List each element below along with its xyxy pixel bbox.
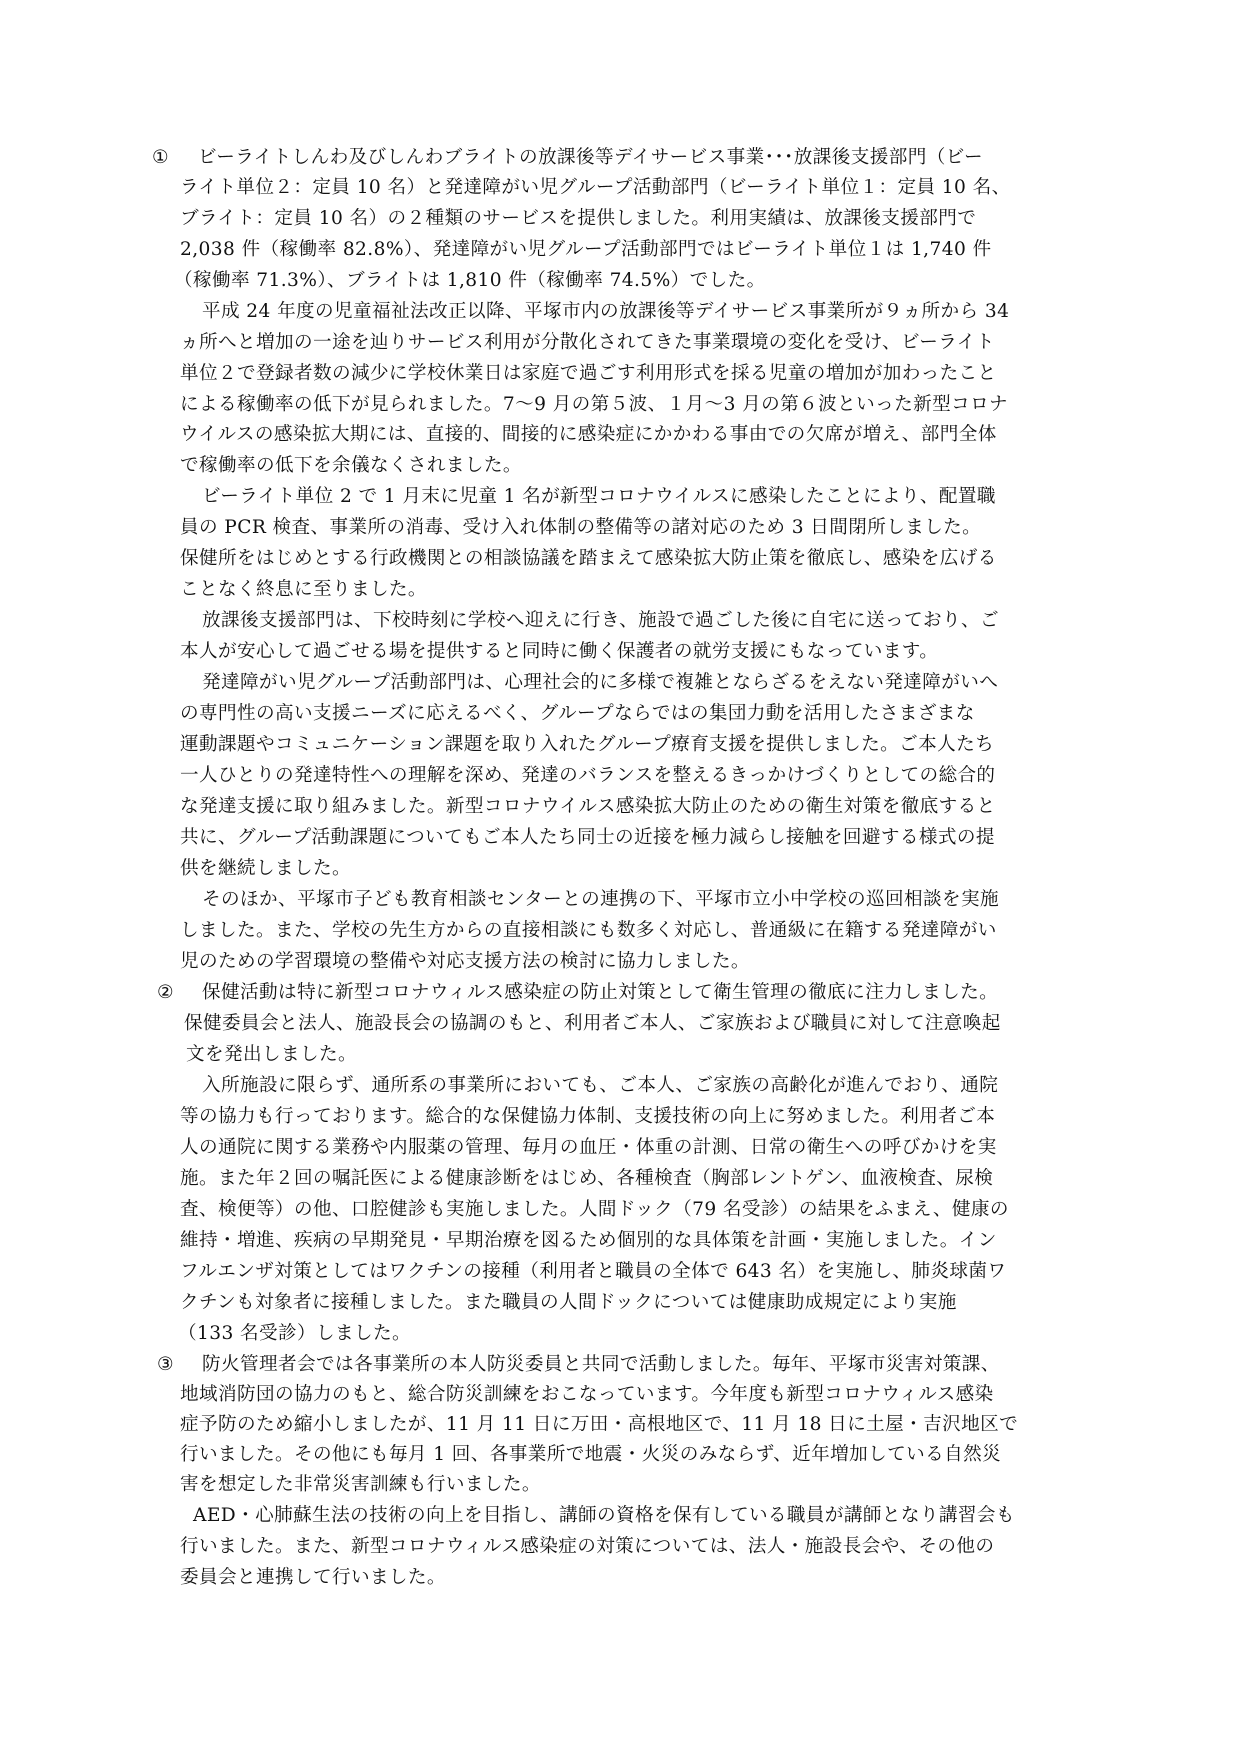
section-1-line-10: ウイルスの感染拡大期には、直接的、間接的に感染症にかかわる事由での欠席が増え、部門全体: [180, 424, 997, 445]
section-2-line-10: フルエンザ対策としてはワクチンの接種（利用者と職員の全体で 643 名）を実施し、肺炎球菌ワ: [180, 1261, 1007, 1282]
section-2-line-5: 等の協力も行っております。総合的な保健協力体制、支援技術の向上に努めました。利用者ご本: [180, 1106, 996, 1127]
section-3-line-1: 防火管理者会では各事業所の本人防災委員と共同で活動しました。毎年、平塚市災害対策課、: [202, 1354, 1000, 1375]
section-2-line-8: 査、検便等）の他、口腔健診も実施しました。人間ドック（79 名受診）の結果をふまえ、健康の: [180, 1199, 1009, 1220]
section-2-line-2: 保健委員会と法人、施設長会の協調のもと、利用者ご本人、ご家族および職員に対して注意喚起: [184, 1013, 1001, 1034]
section-1-line-14: 保健所をはじめとする行政機関との相談協議を踏まえて感染拡大防止策を徹底し、感染を広げる: [180, 548, 997, 569]
section-1-line-7: ヵ所へと増加の一途を辿りサービス利用が分散化されてきた事業環境の変化を受け、ビーライト: [180, 332, 995, 353]
section-2-line-4: 入所施設に限らず、通所系の事業所においても、ご本人、ご家族の高齢化が進んでおり、通院: [202, 1075, 999, 1096]
section-1-line-5: （稼働率 71.3%）、ブライトは 1,810 件（稼働率 74.5%）でした。: [174, 270, 766, 291]
section-2-line-7: 施。また年２回の嘱託医による健康診断をはじめ、各種検査（胸部レントゲン、血液検査、尿検: [180, 1168, 994, 1189]
section-1-line-22: な発達支援に取り組みました。新型コロナウイルス感染拡大防止のための衛生対策を徹底すると: [180, 796, 996, 817]
section-3-marker: ③: [157, 1354, 175, 1375]
section-1-line-25: そのほか、平塚市子ども教育相談センターとの連携の下、平塚市立小中学校の巡回相談を実施: [202, 889, 999, 910]
section-1-line-15: ことなく終息に至りました。: [180, 579, 427, 600]
section-1-line-27: 児のための学習環境の整備や対応支援方法の検討に協力しました。: [180, 951, 750, 972]
section-1-line-17: 本人が安心して過ごせる場を提供すると同時に働く保護者の就労支援にもなっています。: [180, 641, 939, 662]
section-1-line-20: 運動課題やコミュニケーション課題を取り入れたグループ療育支援を提供しました。ご本人たち: [180, 734, 995, 755]
section-2-line-3: 文を発出しました。: [186, 1044, 357, 1065]
section-2-marker: ②: [157, 982, 175, 1003]
section-1-line-1: ビーライトしんわ及びしんわブライトの放課後等デイサービス事業･･･放課後支援部門（ビー: [198, 147, 983, 168]
section-1-line-18: 発達障がい児グループ活動部門は、心理社会的に多様で複雑とならざるをえない発達障がいへ: [202, 672, 999, 693]
section-1-marker: ①: [152, 147, 170, 168]
section-1-line-9: による稼働率の低下が見られました。7～9 月の第５波、１月～3 月の第６波といった新型コロナ: [180, 394, 1009, 415]
section-1-line-2: ライト単位２：定員 10 名）と発達障がい児グループ活動部門（ビーライト単位１：定員 10 名、: [180, 177, 1011, 198]
section-1-line-19: の専門性の高い支援ニーズに応えるべく、グループならではの集団力動を活用したさまざまな: [180, 703, 975, 724]
section-1-line-11: で稼働率の低下を余儀なくされました。: [180, 455, 522, 476]
section-3-line-5: 害を想定した非常災害訓練も行いました。: [180, 1474, 541, 1495]
section-3-line-6: AED・心肺蘇生法の技術の向上を目指し、講師の資格を保有している職員が講師となり講習会も: [193, 1505, 1015, 1526]
section-1-line-23: 共に、グループ活動課題についてもご本人たち同士の近接を極力減らし接触を回避する様式の提: [180, 827, 995, 848]
section-2-line-11: クチンも対象者に接種しました。また職員の人間ドックについては健康助成規定により実施: [180, 1292, 957, 1313]
section-1-line-12: ビーライト単位 2 で 1 月末に児童 1 名が新型コロナウイルスに感染したことにより、配置職: [202, 486, 996, 507]
section-2-line-6: 人の通院に関する業務や内服薬の管理、毎月の血圧・体重の計測、日常の衛生への呼びかけを実: [180, 1137, 997, 1158]
section-2-line-12: （133 名受診）しました。: [178, 1323, 411, 1344]
section-3-line-8: 委員会と連携して行いました。: [180, 1567, 446, 1588]
section-1-line-4: 2,038 件（稼働率 82.8%）、発達障がい児グループ活動部門ではビーライト単位１は 1,740 件: [180, 239, 992, 260]
section-3-line-3: 症予防のため縮小しましたが、11 月 11 日に万田・高根地区で、11 月 18 日に土屋・吉沢地区で: [180, 1414, 1019, 1435]
section-1-line-26: しました。また、学校の先生方からの直接相談にも数多く対応し、普通級に在籍する発達障がい: [180, 920, 997, 941]
section-1-line-21: 一人ひとりの発達特性への理解を深め、発達のバランスを整えるきっかけづくりとしての総合的: [180, 765, 996, 786]
section-1-line-24: 供を継続しました。: [180, 858, 351, 879]
section-2-line-9: 維持・増進、疾病の早期発見・早期治療を図るため個別的な具体策を計画・実施しました。イン: [180, 1230, 997, 1251]
section-3-line-2: 地域消防団の協力のもと、総合防災訓練をおこなっています。今年度も新型コロナウィルス感染: [180, 1384, 994, 1405]
section-2-line-1: 保健活動は特に新型コロナウィルス感染症の防止対策として衛生管理の徹底に注力しました。: [202, 982, 999, 1003]
section-3-line-4: 行いました。その他にも毎月 1 回、各事業所で地震・火災のみならず、近年増加している自然災: [180, 1444, 1002, 1465]
section-1-line-6: 平成 24 年度の児童福祉法改正以降、平塚市内の放課後等デイサービス事業所が９ヵ所から 34: [202, 301, 1010, 322]
section-1-line-3: ブライト：定員 10 名）の２種類のサービスを提供しました。利用実績は、放課後支援部門で: [180, 208, 977, 229]
section-1-line-16: 放課後支援部門は、下校時刻に学校へ迎えに行き、施設で過ごした後に自宅に送っており、ご: [202, 610, 999, 631]
section-1-line-13: 員の PCR 検査、事業所の消毒、受け入れ体制の整備等の諸対応のため 3 日間閉所しました。: [180, 517, 982, 538]
section-1-line-8: 単位２で登録者数の減少に学校休業日は家庭で過ごす利用形式を採る児童の増加が加わったこと: [180, 363, 997, 384]
section-3-line-7: 行いました。また、新型コロナウィルス感染症の対策については、法人・施設長会や、その他の: [180, 1536, 995, 1557]
